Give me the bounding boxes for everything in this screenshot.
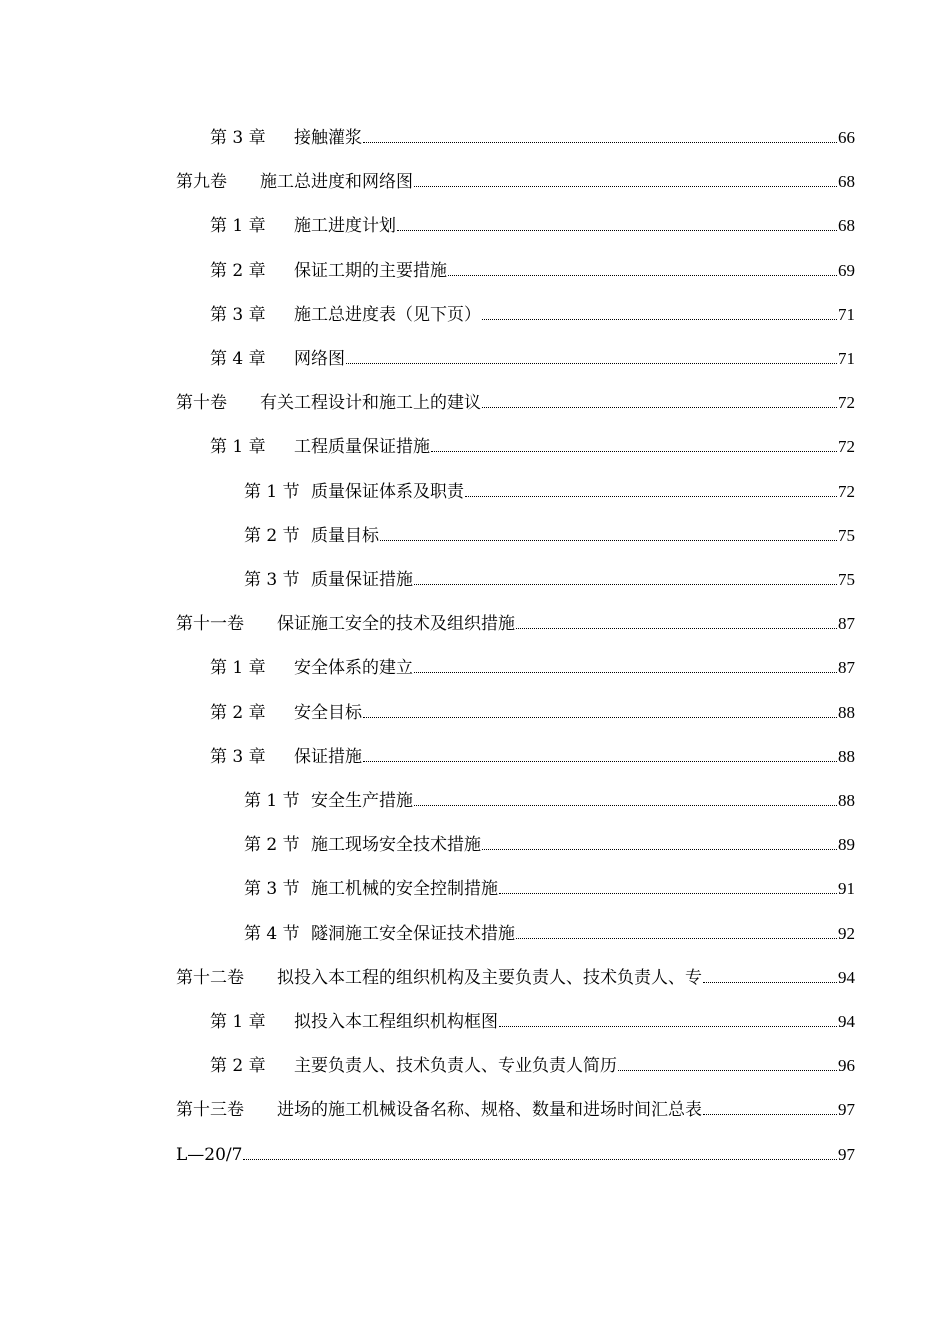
toc-entry-number: 第 4 节 xyxy=(244,923,300,944)
toc-entry-title: 施工现场安全技术措施 xyxy=(311,835,481,856)
toc-entry-number: 第十三卷 xyxy=(176,1100,244,1121)
toc-entry-number: 第 1 章 xyxy=(210,437,266,458)
toc-entry-title: 进场的施工机械设备名称、规格、数量和进场时间汇总表 xyxy=(277,1100,702,1121)
toc-entry-page-number: 96 xyxy=(838,1056,855,1076)
toc-entry[interactable] xyxy=(210,1055,855,1077)
dot-leader xyxy=(414,584,837,585)
toc-entry-title: 安全体系的建立 xyxy=(294,658,413,679)
toc-entry-page-number: 91 xyxy=(838,879,855,899)
toc-entry-number: 第 3 章 xyxy=(210,304,266,325)
dot-leader xyxy=(516,628,837,629)
toc-entry[interactable] xyxy=(244,834,855,856)
toc-entry-page-number: 88 xyxy=(838,791,855,810)
toc-entry-title: 保证措施 xyxy=(294,746,362,767)
toc-entry-title: 拟投入本工程的组织机构及主要负责人、技术负责人、专 xyxy=(277,967,702,988)
toc-entry[interactable] xyxy=(176,613,855,635)
toc-entry-number: 第 1 节 xyxy=(244,481,300,502)
dot-leader xyxy=(363,761,837,762)
dot-leader xyxy=(482,319,837,320)
dot-leader xyxy=(703,1114,837,1115)
toc-entry-page-number: 72 xyxy=(838,481,855,501)
toc-entry[interactable] xyxy=(244,878,855,900)
dot-leader xyxy=(414,805,837,806)
toc-entry-page-number: 88 xyxy=(838,746,855,766)
toc-entry-number: 第 1 节 xyxy=(244,791,300,811)
toc-entry[interactable] xyxy=(210,127,855,149)
toc-entry-title: 质量保证体系及职责 xyxy=(311,481,464,502)
dot-leader xyxy=(516,938,837,939)
dot-leader xyxy=(618,1070,837,1071)
dot-leader xyxy=(363,717,837,718)
toc-entry-page-number: 75 xyxy=(838,570,855,589)
toc-entry[interactable] xyxy=(176,967,855,989)
toc-entry[interactable] xyxy=(176,1144,855,1166)
toc-entry[interactable] xyxy=(176,1099,855,1121)
toc-entry-title: 安全目标 xyxy=(294,702,362,723)
toc-entry-page-number: 97 xyxy=(838,1100,855,1120)
toc-entry-page-number: 88 xyxy=(838,702,855,722)
toc-entry[interactable] xyxy=(210,746,855,768)
toc-entry-title: 工程质量保证措施 xyxy=(294,437,430,458)
dot-leader xyxy=(499,893,837,894)
toc-entry-page-number: 89 xyxy=(838,835,855,855)
toc-entry-number: 第 1 章 xyxy=(210,216,266,237)
toc-entry-number: 第 3 节 xyxy=(244,570,300,590)
toc-entry-page-number: 92 xyxy=(838,923,855,943)
toc-entry[interactable] xyxy=(244,923,855,945)
dot-leader xyxy=(363,142,837,143)
dot-leader xyxy=(346,363,837,364)
toc-entry-number: 第 2 章 xyxy=(210,260,266,281)
toc-entry[interactable] xyxy=(210,215,855,237)
dot-leader xyxy=(703,982,837,983)
toc-entry-number: 第十二卷 xyxy=(176,967,244,988)
toc-entry-number: 第 2 节 xyxy=(244,525,300,546)
dot-leader xyxy=(380,540,837,541)
toc-entry[interactable] xyxy=(210,260,855,282)
toc-entry-page-number: 71 xyxy=(838,349,855,368)
toc-entry-page-number: 68 xyxy=(838,216,855,236)
toc-entry-page-number: 94 xyxy=(838,1012,855,1031)
toc-entry-title: 保证工期的主要措施 xyxy=(294,260,447,281)
dot-leader xyxy=(414,186,837,187)
toc-entry[interactable] xyxy=(244,525,855,547)
toc-entry-number: 第九卷 xyxy=(176,172,227,193)
toc-entry[interactable] xyxy=(244,569,855,591)
toc-entry-number: 第 1 章 xyxy=(210,658,266,679)
toc-entry-number: 第 3 章 xyxy=(210,128,266,148)
toc-entry-page-number: 72 xyxy=(838,437,855,457)
toc-entry[interactable] xyxy=(210,702,855,724)
toc-entry-page-number: 68 xyxy=(838,172,855,192)
toc-entry-page-number: 94 xyxy=(838,967,855,987)
toc-entry-number: 第 2 章 xyxy=(210,1056,266,1077)
toc-entry[interactable] xyxy=(176,171,855,193)
toc-entry-number: 第 3 章 xyxy=(210,746,266,767)
toc-entry[interactable] xyxy=(244,790,855,812)
dot-leader xyxy=(465,496,837,497)
toc-entry-title: 质量保证措施 xyxy=(311,570,413,590)
toc-entry[interactable] xyxy=(210,304,855,326)
toc-entry-title: 网络图 xyxy=(294,349,345,369)
toc-entry-title: 拟投入本工程组织机构框图 xyxy=(294,1012,498,1032)
toc-entry-page-number: 69 xyxy=(838,260,855,280)
toc-entry-title: 保证施工安全的技术及组织措施 xyxy=(277,614,515,635)
toc-entry[interactable] xyxy=(210,348,855,370)
toc-entry-title: 施工进度计划 xyxy=(294,216,396,237)
dot-leader xyxy=(243,1159,837,1160)
toc-entry-number: 第十一卷 xyxy=(176,614,244,635)
toc-entry-title: 施工总进度和网络图 xyxy=(260,172,413,193)
toc-entry-title: 施工机械的安全控制措施 xyxy=(311,879,498,900)
toc-entry[interactable] xyxy=(244,481,855,503)
dot-leader xyxy=(448,275,837,276)
toc-entry-number: 第 4 章 xyxy=(210,349,266,369)
toc-entry-title: 质量目标 xyxy=(311,525,379,546)
toc-entry-page-number: 87 xyxy=(838,658,855,678)
toc-entry-title: 接触灌浆 xyxy=(294,128,362,148)
toc-entry-number: 第 2 节 xyxy=(244,835,300,856)
toc-entry-title: 施工总进度表（见下页） xyxy=(294,304,481,325)
toc-entry-page-number: 66 xyxy=(838,128,855,147)
toc-entry-number: 第 3 节 xyxy=(244,879,300,900)
toc-entry-page-number: 87 xyxy=(838,614,855,634)
dot-leader xyxy=(482,407,837,408)
toc-entry-number: 第 1 章 xyxy=(210,1012,266,1032)
toc-entry-page-number: 97 xyxy=(838,1144,855,1164)
toc-entry-number: 第 2 章 xyxy=(210,702,266,723)
dot-leader xyxy=(414,672,837,673)
toc-entry[interactable] xyxy=(210,1011,855,1033)
toc-entry-title: 有关工程设计和施工上的建议 xyxy=(260,393,481,414)
toc-entry-title: L—20/7 xyxy=(176,1144,243,1165)
toc-entry-title: 安全生产措施 xyxy=(311,791,413,811)
toc-entry-page-number: 71 xyxy=(838,304,855,324)
toc-entry-number: 第十卷 xyxy=(176,393,227,414)
toc-entry[interactable] xyxy=(210,657,855,679)
toc-entry-title: 主要负责人、技术负责人、专业负责人简历 xyxy=(294,1056,617,1077)
toc-entry[interactable] xyxy=(176,392,855,414)
dot-leader xyxy=(431,451,837,452)
toc-entry-page-number: 75 xyxy=(838,525,855,545)
dot-leader xyxy=(482,849,837,850)
toc-entry-title: 隧洞施工安全保证技术措施 xyxy=(311,923,515,944)
dot-leader xyxy=(499,1026,837,1027)
toc-entry[interactable] xyxy=(210,436,855,458)
toc-entry-page-number: 72 xyxy=(838,393,855,413)
dot-leader xyxy=(397,230,837,231)
